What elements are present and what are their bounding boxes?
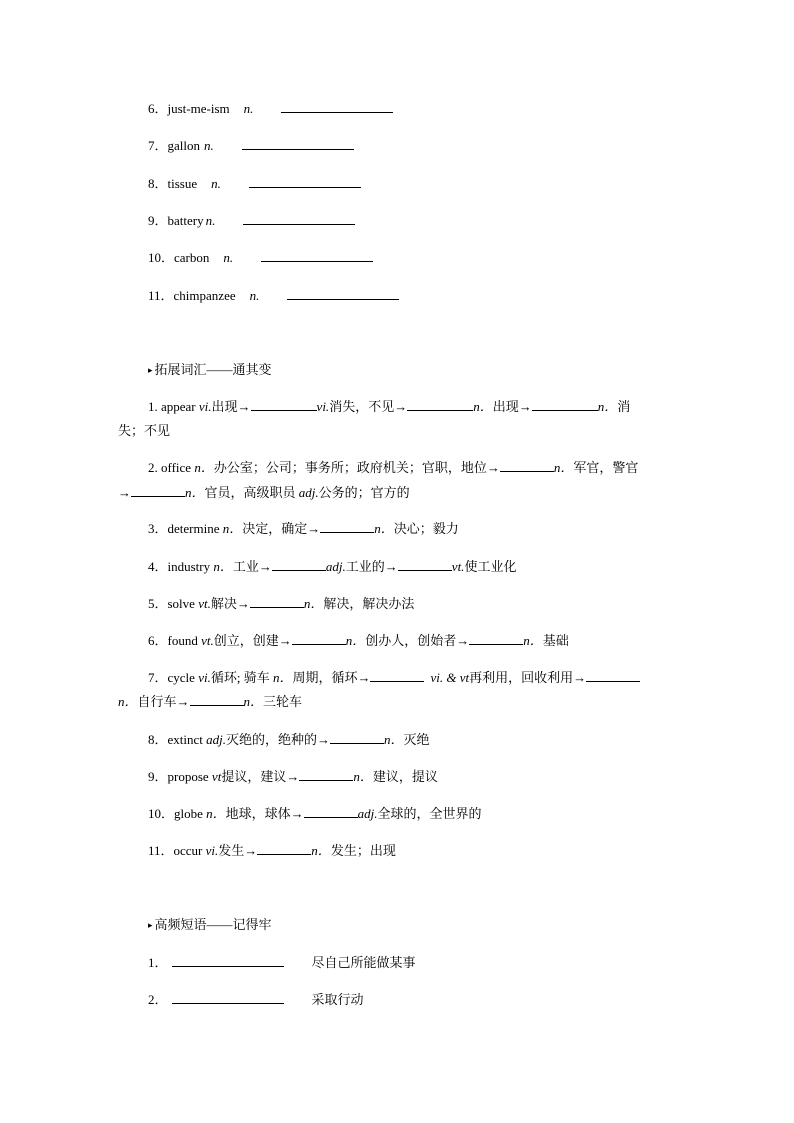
extend-item-7: 7．cycle vi.循环; 骑车 n．周期，循环→ vi. & vt再利用，回收利用→	[148, 669, 640, 687]
answer-blank[interactable]	[330, 731, 384, 744]
answer-blank[interactable]	[469, 632, 523, 645]
extend-item-1-cont: 失；不见	[118, 423, 171, 438]
answer-blank[interactable]	[257, 842, 311, 855]
vocab-item-7: 7．gallon n.	[148, 137, 354, 155]
phrase-item-2: 2． 采取行动	[148, 992, 364, 1007]
answer-blank[interactable]	[532, 398, 598, 411]
triangle-bullet-icon: ▸	[148, 365, 153, 375]
answer-blank[interactable]	[249, 175, 361, 188]
answer-blank[interactable]	[242, 137, 354, 150]
extend-item-2: 2. office n．办公室；公司；事务所；政府机关；官职，地位→ n．军官，警官	[148, 460, 639, 475]
extend-item-10: 10．globe n．地球，球体→ adj.全球的，全世界的	[148, 806, 482, 821]
extend-item-9: 9．propose vt提议，建议→ n．建议，提议	[148, 769, 438, 784]
section-heading-extend-vocab: ▸ 拓展词汇——通其变	[148, 362, 272, 377]
answer-blank[interactable]	[304, 805, 358, 818]
section-heading-phrases: ▸ 高频短语——记得牢	[148, 917, 272, 932]
answer-blank[interactable]	[272, 558, 326, 571]
answer-blank[interactable]	[287, 287, 399, 300]
extend-item-1: 1. appear vi.出现→ vi.消失，不见→ n．出现→ n．消	[148, 399, 631, 414]
answer-blank[interactable]	[172, 991, 284, 1004]
extend-item-11: 11．occur vi.发生→ n．发生；出现	[148, 843, 396, 858]
extend-item-2-cont: → n．官员，高级职员 adj.公务的；官方的	[118, 485, 410, 500]
extend-item-4: 4．industry n．工业→ adj.工业的→ vt.使工业化	[148, 559, 517, 574]
extend-item-6: 6．found vt.创立，创建→ n．创办人，创始者→ n．基础	[148, 633, 569, 648]
phrase-item-1: 1． 尽自己所能做某事	[148, 955, 416, 970]
answer-blank[interactable]	[398, 558, 452, 571]
answer-blank[interactable]	[586, 669, 640, 682]
vocab-item-6: 6．just-me-ism n.	[148, 100, 393, 118]
vocab-item-10: 10．carbon n.	[148, 249, 373, 267]
answer-blank[interactable]	[292, 632, 346, 645]
answer-blank[interactable]	[320, 520, 374, 533]
vocab-item-8: 8．tissue n.	[148, 175, 361, 193]
extend-item-5: 5．solve vt.解决→ n．解决，解决办法	[148, 596, 415, 611]
vocab-item-9: 9．battery n.	[148, 212, 355, 230]
answer-blank[interactable]	[172, 954, 284, 967]
extend-item-7-cont: n．自行车→ n．三轮车	[118, 694, 303, 709]
answer-blank[interactable]	[251, 398, 317, 411]
answer-blank[interactable]	[131, 484, 185, 497]
answer-blank[interactable]	[190, 693, 244, 706]
extend-item-3: 3．determine n．决定，确定→ n．决心；毅力	[148, 521, 459, 536]
triangle-bullet-icon: ▸	[148, 920, 153, 930]
answer-blank[interactable]	[407, 398, 473, 411]
answer-blank[interactable]	[243, 212, 355, 225]
answer-blank[interactable]	[261, 249, 373, 262]
extend-item-8: 8．extinct adj.灭绝的，绝种的→ n．灭绝	[148, 732, 430, 747]
answer-blank[interactable]	[500, 459, 554, 472]
answer-blank[interactable]	[281, 100, 393, 113]
vocab-item-11: 11．chimpanzee n.	[148, 287, 399, 305]
answer-blank[interactable]	[370, 669, 424, 682]
answer-blank[interactable]	[299, 768, 353, 781]
answer-blank[interactable]	[250, 595, 304, 608]
